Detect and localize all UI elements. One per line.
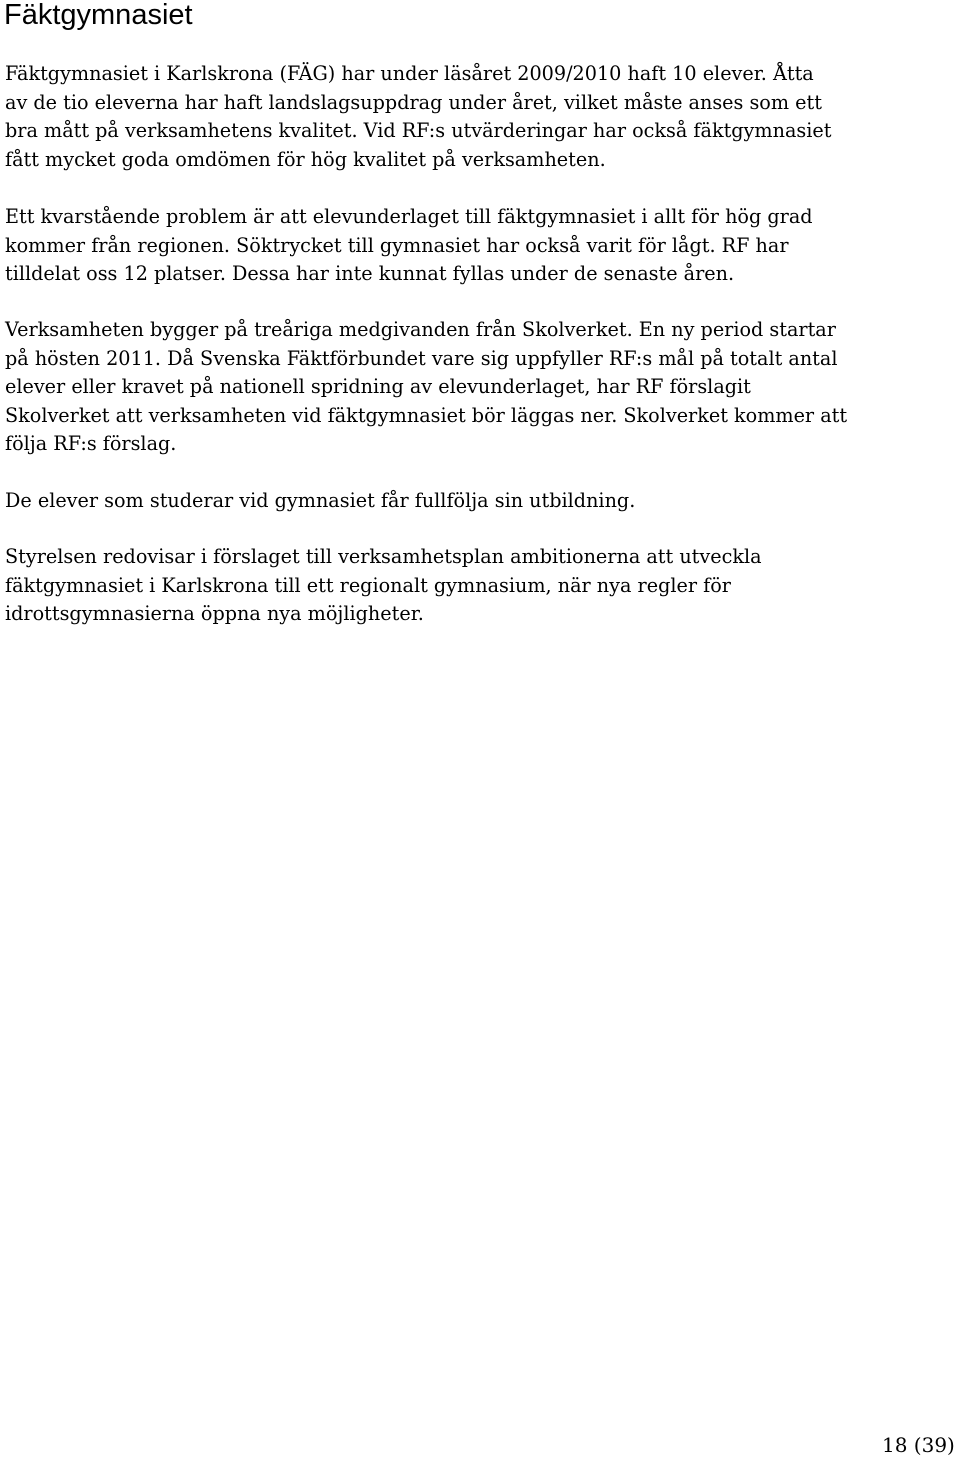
text-line: fått mycket goda omdömen för hög kvalitet på verksamheten. bbox=[5, 147, 606, 171]
text-line: elever eller kravet på nationell spridning av elevunderlaget, har RF förslagit bbox=[5, 375, 751, 399]
text-line: Styrelsen redovisar i förslaget till verksamhetsplan ambitionerna att utveckla bbox=[5, 545, 762, 568]
paragraph-students bbox=[5, 487, 955, 516]
text-line: Verksamheten bygger på treåriga medgivanden från Skolverket. En ny period startar bbox=[5, 318, 836, 341]
text-line: tilldelat oss 12 platser. Dessa har inte kunnat fyllas under de senaste åren. bbox=[5, 262, 735, 286]
text-line: följa RF:s förslag. bbox=[5, 432, 177, 456]
text-line: idrottsgymnasierna öppna nya möjligheter. bbox=[5, 602, 424, 626]
text-line: bra mått på verksamhetens kvalitet. Vid RF:s utvärderingar har också fäktgymnasiet bbox=[5, 119, 832, 143]
page-number: 18 (39) bbox=[882, 1433, 955, 1457]
paragraph-ambitions bbox=[5, 543, 955, 629]
paragraph-skolverket bbox=[5, 316, 955, 459]
text-line: fäktgymnasiet i Karlskrona till ett regionalt gymnasium, när nya regler för bbox=[5, 573, 731, 597]
text-line: Ett kvarstående problem är att elevunderlaget till fäktgymnasiet i allt för hög grad bbox=[5, 205, 813, 228]
paragraph-problem bbox=[5, 203, 955, 289]
text-line: De elever som studerar vid gymnasiet får fullfölja sin utbildning. bbox=[5, 489, 636, 512]
text-line: Fäktgymnasiet i Karlskrona (FÄG) har under läsåret 2009/2010 haft 10 elever. Åtta bbox=[5, 62, 814, 85]
text-line: av de tio eleverna har haft landslagsuppdrag under året, vilket måste anses som ett bbox=[5, 90, 822, 114]
text-line: Skolverket att verksamheten vid fäktgymnasiet bör läggas ner. Skolverket kommer att bbox=[5, 403, 848, 427]
page-title: Fäktgymnasiet bbox=[4, 0, 193, 31]
text-line: på hösten 2011. Då Svenska Fäktförbundet vare sig uppfyller RF:s mål på totalt antal bbox=[5, 346, 838, 370]
text-line: kommer från regionen. Söktrycket till gymnasiet har också varit för lågt. RF har bbox=[5, 233, 789, 257]
paragraph-intro bbox=[5, 60, 955, 174]
